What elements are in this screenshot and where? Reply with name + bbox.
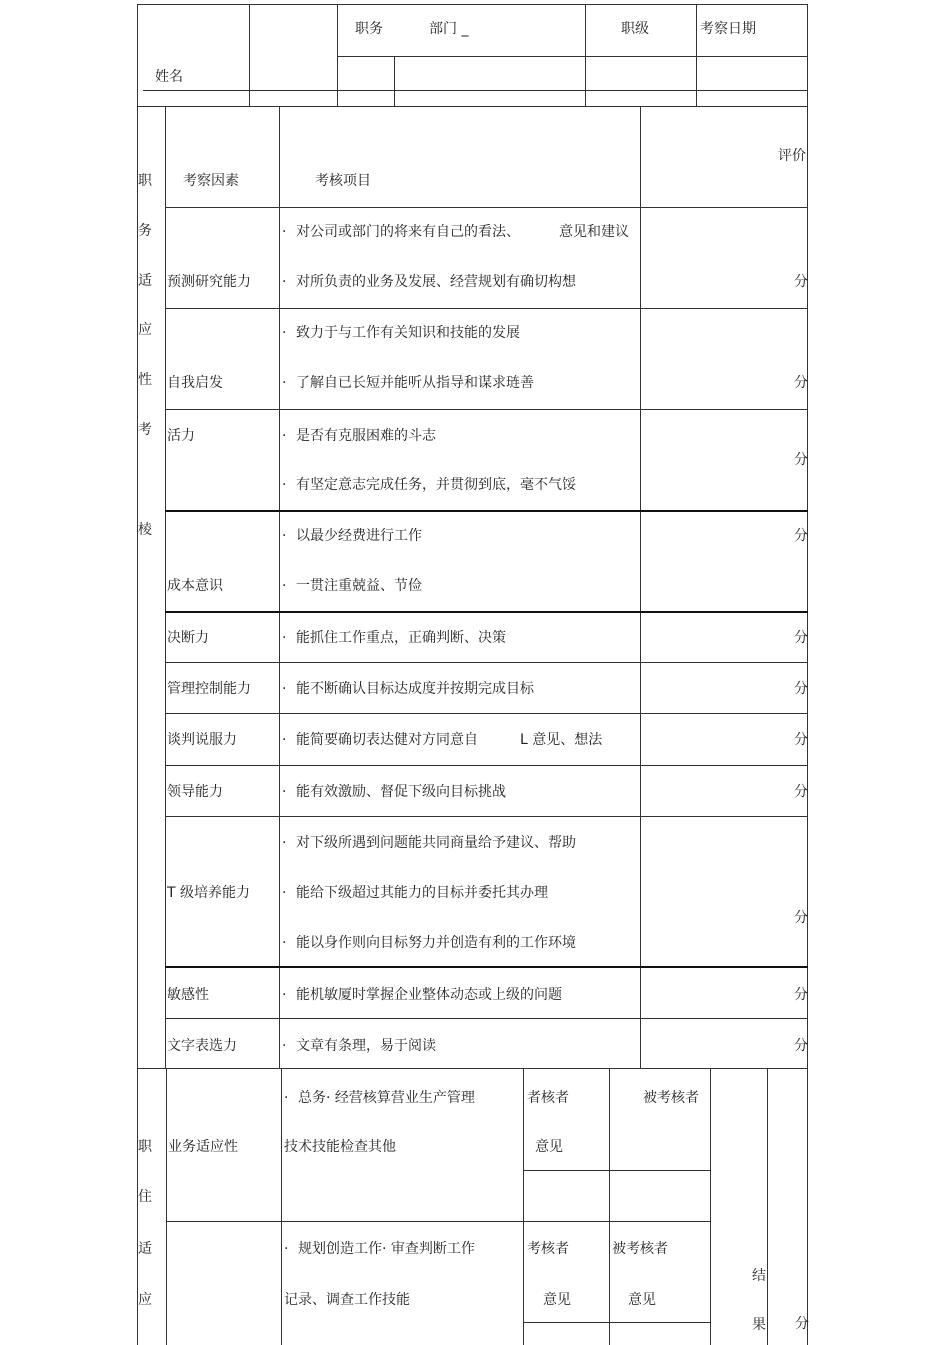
bullet: · <box>282 630 287 646</box>
item-text: 文章有条理，易于阅读 <box>296 1038 436 1054</box>
s2-factor-divider <box>281 1068 282 1345</box>
bullet: · <box>284 1090 289 1106</box>
factor-label: 敏感性 <box>167 987 209 1003</box>
score-unit: 分 <box>794 732 808 748</box>
factor-label: 自我启发 <box>167 375 223 391</box>
item-text: 对所负责的业务及发展、经营规划有确切构想 <box>296 274 576 290</box>
item-text: 是否有克服困难的斗志 <box>296 428 436 444</box>
score-unit: 分 <box>794 528 808 544</box>
bullet: · <box>284 1241 289 1257</box>
header-line-2 <box>143 90 808 91</box>
examinee-label: 被考核者 <box>612 1241 668 1257</box>
bullet: · <box>282 325 287 341</box>
header-divider-5 <box>696 4 697 107</box>
item-text: 对公司或部门的将来有自己的看法、 <box>296 224 520 240</box>
header-bottom-border <box>137 106 808 107</box>
factor-label: 谈判说服力 <box>167 732 237 748</box>
grade-label: 职级 <box>621 21 649 37</box>
s1-row-sep <box>165 662 808 663</box>
department-label: 部门 _ <box>429 21 469 37</box>
score-unit: 分 <box>794 681 808 697</box>
score-unit: 分 <box>794 375 808 391</box>
s1-row-sep <box>165 409 808 410</box>
bullet: · <box>282 987 287 1003</box>
item-text: 能以身作则向目标努力并创造有利的工作环境 <box>296 935 576 951</box>
item-text: 致力于与工作有关知识和技能的发展 <box>296 325 520 341</box>
header-divider-4 <box>585 4 586 107</box>
col-header-item: 考核项目 <box>315 173 371 189</box>
bullet: · <box>282 274 287 290</box>
score-unit: 分 <box>794 1038 808 1054</box>
bullet: · <box>282 681 287 697</box>
bullet: · <box>282 885 287 901</box>
s2-side-char: 住 <box>138 1189 152 1205</box>
s1-row-sep <box>165 765 808 766</box>
factor-label: 决断力 <box>167 630 209 646</box>
score-unit: 分 <box>794 274 808 290</box>
s1-row-sep <box>165 1018 808 1019</box>
s1-bottom-border <box>137 1068 808 1069</box>
review-date-label: 考察日期 <box>700 21 756 37</box>
col-header-evaluation: 评价 <box>778 148 806 164</box>
s2-right-border <box>807 1068 808 1345</box>
s1-row-sep <box>165 611 808 613</box>
item-text: 有坚定意志完成任务，并贯彻到底，毫不气馁 <box>296 477 576 493</box>
score-unit: 分 <box>794 630 808 646</box>
item-text: 能有效激励、督促下级向目标挑战 <box>296 784 506 800</box>
s2-examinee-divider <box>710 1068 711 1345</box>
s1-side-char: 性 <box>138 372 152 388</box>
header-divider-3 <box>394 56 395 107</box>
s1-side-divider <box>165 106 166 1068</box>
col-header-factor: 考察因素 <box>183 173 239 189</box>
name-label: 姓名 <box>155 69 183 85</box>
s1-row-sep <box>165 713 808 714</box>
s1-row-sep <box>165 816 808 817</box>
s2-cell-sep <box>523 1322 711 1323</box>
s1-row-sep <box>165 510 808 512</box>
factor-label: 管理控制能力 <box>167 681 251 697</box>
result-char: 结 <box>752 1268 766 1284</box>
s2-item-line: 记录、调查工作技能 <box>284 1292 410 1308</box>
examinee-opinion-label: 意见 <box>628 1292 656 1308</box>
s2-side-divider <box>166 1068 167 1345</box>
examiner-opinion-label: 意见 <box>535 1139 563 1155</box>
header-divider-2 <box>337 4 338 107</box>
s1-side-char: 应 <box>138 322 152 338</box>
score-unit: 分 <box>794 987 808 1003</box>
bullet: · <box>282 935 287 951</box>
factor-label: 文字表选力 <box>167 1038 237 1054</box>
factor-label: 活力 <box>167 428 195 444</box>
header-divider-1 <box>249 4 250 107</box>
bullet: · <box>282 477 287 493</box>
examiner-label: 考核者 <box>527 1241 569 1257</box>
header-right-border <box>807 4 808 107</box>
s2-cell-sep <box>523 1170 711 1171</box>
s2-side-char: 适 <box>138 1241 152 1257</box>
factor-label: 领导能力 <box>167 784 223 800</box>
factor-label: 成本意识 <box>167 578 223 594</box>
s2-item-divider <box>523 1068 524 1345</box>
s2-side-char: 应 <box>138 1292 152 1308</box>
s2-item-line: 总务· 经营核算营业生产管理 <box>298 1090 475 1106</box>
bullet: · <box>282 1038 287 1054</box>
s1-side-char: 棱 <box>138 522 152 538</box>
bullet: · <box>282 578 287 594</box>
item-text: 能机敏厦时掌握企业整体动态或上级的问题 <box>296 987 562 1003</box>
bullet: · <box>282 428 287 444</box>
examiner-opinion-label: 意见 <box>543 1292 571 1308</box>
factor-label: 预测研究能力 <box>167 274 251 290</box>
s1-row-sep <box>165 966 808 968</box>
bullet: · <box>282 835 287 851</box>
s2-item-line: 规划创造工作· 审查判断工作 <box>298 1241 475 1257</box>
factor-label: T 级培养能力 <box>167 885 251 901</box>
s2-side-char: 职 <box>138 1139 152 1155</box>
header-line-1 <box>337 56 808 57</box>
item-text: 能不断确认目标达成度并按期完成目标 <box>296 681 534 697</box>
header-left-border <box>137 4 138 107</box>
s1-side-char: 适 <box>138 273 152 289</box>
bullet: · <box>282 224 287 240</box>
s2-row-sep <box>166 1221 711 1222</box>
item-text: L 意见、想法 <box>520 732 603 748</box>
result-score-unit: 分 <box>795 1316 809 1332</box>
s2-factor-label: 业务适应性 <box>168 1139 238 1155</box>
position-label: 职务 <box>355 21 383 37</box>
s1-left-border <box>137 106 138 1068</box>
item-text: 意见和建议 <box>559 224 629 240</box>
score-unit: 分 <box>794 784 808 800</box>
s1-factor-divider <box>279 106 280 1068</box>
s2-item-line: 技术技能检查其他 <box>284 1139 396 1155</box>
s1-item-divider <box>640 106 641 1068</box>
examiner-label: 者核者 <box>527 1090 569 1106</box>
bullet: · <box>282 528 287 544</box>
bullet: · <box>282 375 287 391</box>
score-unit: 分 <box>794 910 808 926</box>
bullet: · <box>282 784 287 800</box>
item-text: 以最少经费进行工作 <box>296 528 422 544</box>
header-top-border <box>137 4 808 5</box>
s1-row-sep <box>165 308 808 309</box>
s2-examiner-divider <box>609 1068 610 1345</box>
s1-row-sep <box>165 207 808 208</box>
s1-side-char: 考 <box>138 422 152 438</box>
item-text: 了解自已长短并能听从指导和谋求琏善 <box>296 375 534 391</box>
item-text: 对下级所遇到问题能共同商量给予建议、帮助 <box>296 835 576 851</box>
item-text: 能给下级超过其能力的目标并委托其办理 <box>296 885 548 901</box>
score-unit: 分 <box>794 452 808 468</box>
result-char: 果 <box>752 1317 766 1333</box>
item-text: 一贯注重兢益、节俭 <box>296 578 422 594</box>
item-text: 能抓住工作重点，正确判断、决策 <box>296 630 506 646</box>
s2-result-divider <box>767 1068 768 1345</box>
s1-side-char: 职 <box>138 173 152 189</box>
s1-side-char: 务 <box>138 223 152 239</box>
item-text: 能简要确切表达健对方同意自 <box>296 732 478 748</box>
examinee-label: 被考核者 <box>643 1090 699 1106</box>
bullet: · <box>282 732 287 748</box>
